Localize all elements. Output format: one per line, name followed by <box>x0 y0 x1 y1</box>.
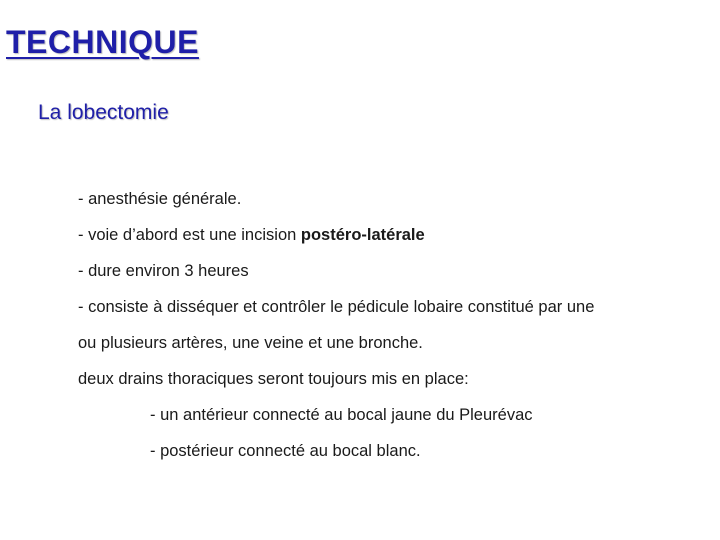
drain-posterior: - postérieur connecté au bocal blanc. <box>150 442 421 460</box>
bullet-duration: - dure environ 3 heures <box>78 262 249 280</box>
bullet-approach <box>78 226 425 245</box>
bullet-dissection: - consiste à disséquer et contrôler le pédicule lobaire constitué par une <box>78 298 595 316</box>
slide-title: TECHNIQUE <box>6 24 199 60</box>
bullet-dissection-continued: ou plusieurs artères, une veine et une bronche. <box>78 334 423 352</box>
drains-intro: deux drains thoraciques seront toujours mis en place: <box>78 370 469 388</box>
slide-subtitle: La lobectomie <box>38 101 169 124</box>
bullet-approach-bold: postéro-latérale <box>300 226 425 244</box>
drain-anterior: - un antérieur connecté au bocal jaune du Pleurévac <box>150 406 533 424</box>
bullet-approach-text: - voie d’abord est une incision <box>78 226 301 244</box>
bullet-anesthesia: - anesthésie générale. <box>78 190 242 208</box>
